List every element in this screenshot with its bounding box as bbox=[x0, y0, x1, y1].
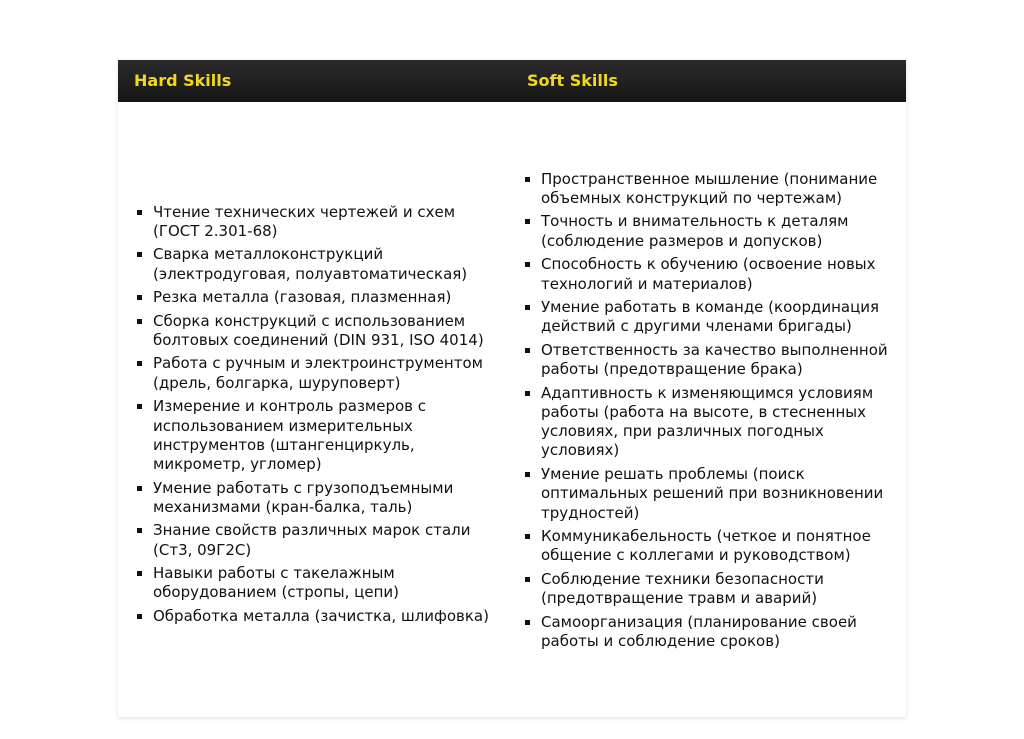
soft-skill-item: Способность к обучению (освоение новых технологий и материалов) bbox=[522, 255, 888, 294]
hard-skill-item: Обработка металла (зачистка, шлифовка) bbox=[134, 607, 494, 626]
soft-skill-item: Адаптивность к изменяющимся условиям работы (работа на высоте, в стесненных условиях, при различных погодных условиях) bbox=[522, 384, 888, 461]
soft-skill-item: Умение решать проблемы (поиск оптимальных решений при возникновении трудностей) bbox=[522, 465, 888, 523]
soft-skills-header: Soft Skills bbox=[527, 71, 618, 90]
soft-skills-list bbox=[522, 170, 888, 656]
hard-skill-item: Навыки работы с такелажным оборудованием (стропы, цепи) bbox=[134, 564, 494, 603]
hard-skills-list bbox=[134, 203, 494, 631]
soft-skill-item: Умение работать в команде (координация действий с другими членами бригады) bbox=[522, 298, 888, 337]
soft-skill-item: Самоорганизация (планирование своей работы и соблюдение сроков) bbox=[522, 613, 888, 652]
hard-skills-header: Hard Skills bbox=[134, 71, 232, 90]
hard-skill-item: Сборка конструкций с использованием болтовых соединений (DIN 931, ISO 4014) bbox=[134, 312, 494, 351]
table-body bbox=[118, 102, 906, 717]
hard-skill-item: Чтение технических чертежей и схем (ГОСТ 2.301-68) bbox=[134, 203, 494, 242]
skills-table bbox=[118, 60, 906, 717]
hard-skill-item: Сварка металлоконструкций (электродуговая, полуавтоматическая) bbox=[134, 245, 494, 284]
soft-skill-item: Коммуникабельность (четкое и понятное общение с коллегами и руководством) bbox=[522, 527, 888, 566]
hard-skill-item: Измерение и контроль размеров с использованием измерительных инструментов (штангенциркуль, микрометр, угломер) bbox=[134, 397, 494, 474]
soft-skill-item: Ответственность за качество выполненной работы (предотвращение брака) bbox=[522, 341, 888, 380]
soft-skill-item: Пространственное мышление (понимание объемных конструкций по чертежам) bbox=[522, 170, 888, 209]
hard-skill-item: Работа с ручным и электроинструментом (дрель, болгарка, шуруповерт) bbox=[134, 354, 494, 393]
table-header bbox=[118, 60, 906, 102]
soft-skills-column bbox=[512, 102, 906, 717]
soft-skill-item: Соблюдение техники безопасности (предотвращение травм и аварий) bbox=[522, 570, 888, 609]
hard-skill-item: Умение работать с грузоподъемными механизмами (кран-балка, таль) bbox=[134, 479, 494, 518]
hard-skill-item: Знание свойств различных марок стали (Ст3, 09Г2С) bbox=[134, 521, 494, 560]
hard-skill-item: Резка металла (газовая, плазменная) bbox=[134, 288, 494, 307]
hard-skills-column bbox=[118, 102, 512, 717]
soft-skill-item: Точность и внимательность к деталям (соблюдение размеров и допусков) bbox=[522, 212, 888, 251]
